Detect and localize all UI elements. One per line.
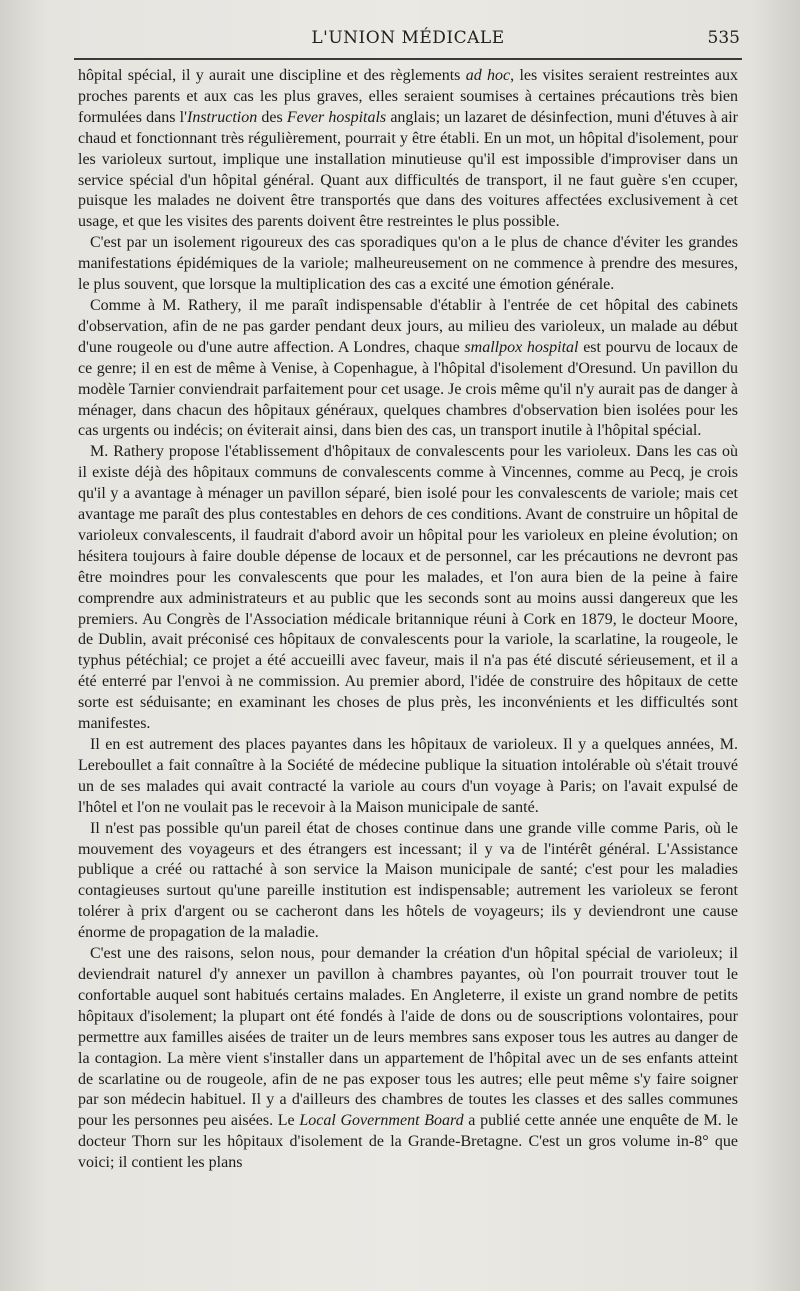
text-run: M. Rathery propose l'établissement d'hôpitaux de convalescents pour les varioleux. Dans les cas où il existe déjà des hôpitaux communs de convalescents comme à Vincennes, comme au Pecq, je crois qu'il y a avantage à ménager un pavillon séparé, bien isolé pour les convalescents de variole; mais cet avantage me paraît des plus contestables en dehors de ces conditions. Avant de construire un hôpital de varioleux convalescents, il faudrait d'abord avoir un hôpital pour les varioleux en pleine évolution; on hésitera toujours à faire double dépense de locaux et de personnel, car les précautions ne devront pas être moindres pour les convalescents que pour les malades, et l'on aura bien de la peine à faire comprendre aux administrateurs et au public que les seconds sont au moins aussi dangereux que les premiers. Au Congrès de l'Association médicale britannique réuni à Cork en 1879, le docteur Moore, de Dublin, avait préconisé ces hôpitaux de convalescents pour la variole, la scarlatine, la rougeole, le typhus pétéchial; ce projet a été accueilli avec faveur, mais il n'a pas été discuté sérieusement, et il a été enterré par l'envoi à ne commission. Au premier abord, l'idée de construire des hôpitaux de cette sorte est séduisante; en examinant les choses de plus près, les inconvénients et les difficultés sont manifestes.: [78, 443, 738, 733]
text-run: anglais; un lazaret de désinfection, muni d'étuves à air chaud et fonctionnant très régulièrement, pourrait y être établi. En un mot, un hôpital d'isolement, pour les varioleux surtout, implique une installation minutieuse qu'il est impossible d'improviser dans un service spécial d'un hôpital général. Quant aux difficultés de transport, il ne faut guère s'en ccuper, puisque les malades ne doivent être transportés que dans des voitures affectées exclusivement à cet usage, et que les visites des parents doivent être restreintes le plus possible.: [78, 108, 738, 231]
page-header: [76, 24, 740, 54]
text-run: hôpital spécial, il y aurait une discipline et des règlements: [78, 67, 466, 84]
text-run: Comme à M. Rathery, il me paraît indispensable d'établir à l'entrée de cet hôpital des cabinets d'observation, afin de ne pas garder pendant deux jours, au milieu des varioleux, un malade au début d'une rougeole ou d'une autre affection. A Londres, chaque: [78, 296, 738, 356]
text-run: est pourvu de locaux de ce genre; il en est de même à Venise, à Copenhague, à l'hôpital d'isolement d'Oresund. Un pavillon du modèle Tarnier conviendrait parfaitement pour cet usage. Je crois même qu'il n'y aurait pas de danger à ménager, dans chacun des hôpitaux généraux, quelques chambres d'observation bien isolées pour les cas urgents ou indécis; on éviterait ainsi, dans bien des cas, un transport inutile à l'hôpital spécial.: [78, 338, 739, 440]
italic-text: ad hoc: [465, 67, 511, 84]
paragraph: [78, 442, 738, 735]
paragraph: [78, 735, 738, 819]
running-title: L'UNION MÉDICALE: [311, 28, 505, 48]
text-run: , les visites seraient restreintes aux proches parents et aux cas les plus graves, elles seraient soumises à certaines précautions très bien formulées dans l': [78, 67, 738, 126]
text-run: C'est par un isolement rigoureux des cas sporadiques qu'on a le plus de chance d'éviter les grandes manifestations épidémiques de la variole; malheureusement on ne commence à prendre des mesures, le plus souvent, que lorsque la multiplication des cas a excité une émotion générale.: [78, 234, 738, 294]
italic-text: Instruction: [186, 108, 258, 126]
italic-text: Local Government Board: [299, 1112, 464, 1130]
paragraph: [78, 66, 738, 233]
paragraph: [78, 233, 738, 296]
paragraph: [78, 819, 738, 944]
italic-text: Fever hospitals: [286, 108, 387, 126]
italic-text: smallpox hospital: [464, 338, 579, 356]
body-text: [78, 66, 738, 1174]
text-run: Il en est autrement des places payantes dans les hôpitaux de varioleux. Il y a quelques années, M. Lereboullet a fait connaître à la Société de médecine publique la situation intolérable où s'était trouvé un de ses malades qui avait contracté la variole au cours d'un voyage à Paris; on l'avait expulsé de l'hôtel et l'on ne voulait pas le recevoir à la Maison municipale de santé.: [78, 736, 738, 816]
text-run: Il n'est pas possible qu'un pareil état de choses continue dans une grande ville comme Paris, où le mouvement des voyageurs et des étrangers est incessant; il y va de l'intérêt général. L'Assistance publique a créé ou rattaché à son service la Maison municipale de santé; c'est pour les maladies contagieuses surtout qu'une pareille institution est indispensable; autrement les varioleux se feront tolérer à prix d'argent ou se cacheront dans les hôtels de voyageurs; ils y deviendront une cause énorme de propagation de la maladie.: [78, 819, 738, 942]
text-run: des: [257, 108, 287, 126]
text-run: a publié cette année une enquête de M. le docteur Thorn sur les hôpitaux d'isolement de la Grande-Bretagne. C'est un gros volume in-8° que voici; il contient les plans: [78, 1112, 739, 1172]
paragraph: [78, 944, 738, 1174]
header-rule: [74, 58, 742, 60]
paragraph: [78, 296, 738, 442]
text-run: C'est une des raisons, selon nous, pour demander la création d'un hôpital spécial de varioleux; il deviendrait naturel d'y annexer un pavillon à chambres payantes, où l'on pourrait trouver tout le confortable auquel sont habitués certains malades. En Angleterre, il existe un grand nombre de petits hôpitaux d'isolement; la plupart ont été fondés à l'aide de dons ou de souscriptions volontaires, pour permettre aux familles aisées de traiter un de leurs membres sans exposer tous les autres au danger de la contagion. La mère vient s'installer dans un appartement de l'hôpital avec un de ses enfants atteint de scarlatine ou de rougeole, afin de ne pas exposer tous les autres; elle peut même s'y faire soigner par son médecin habituel. Il y a d'ailleurs des chambres de toutes les classes et des salles communes pour les personnes peu aisées. Le: [78, 945, 738, 1130]
page-number: 535: [707, 28, 740, 48]
